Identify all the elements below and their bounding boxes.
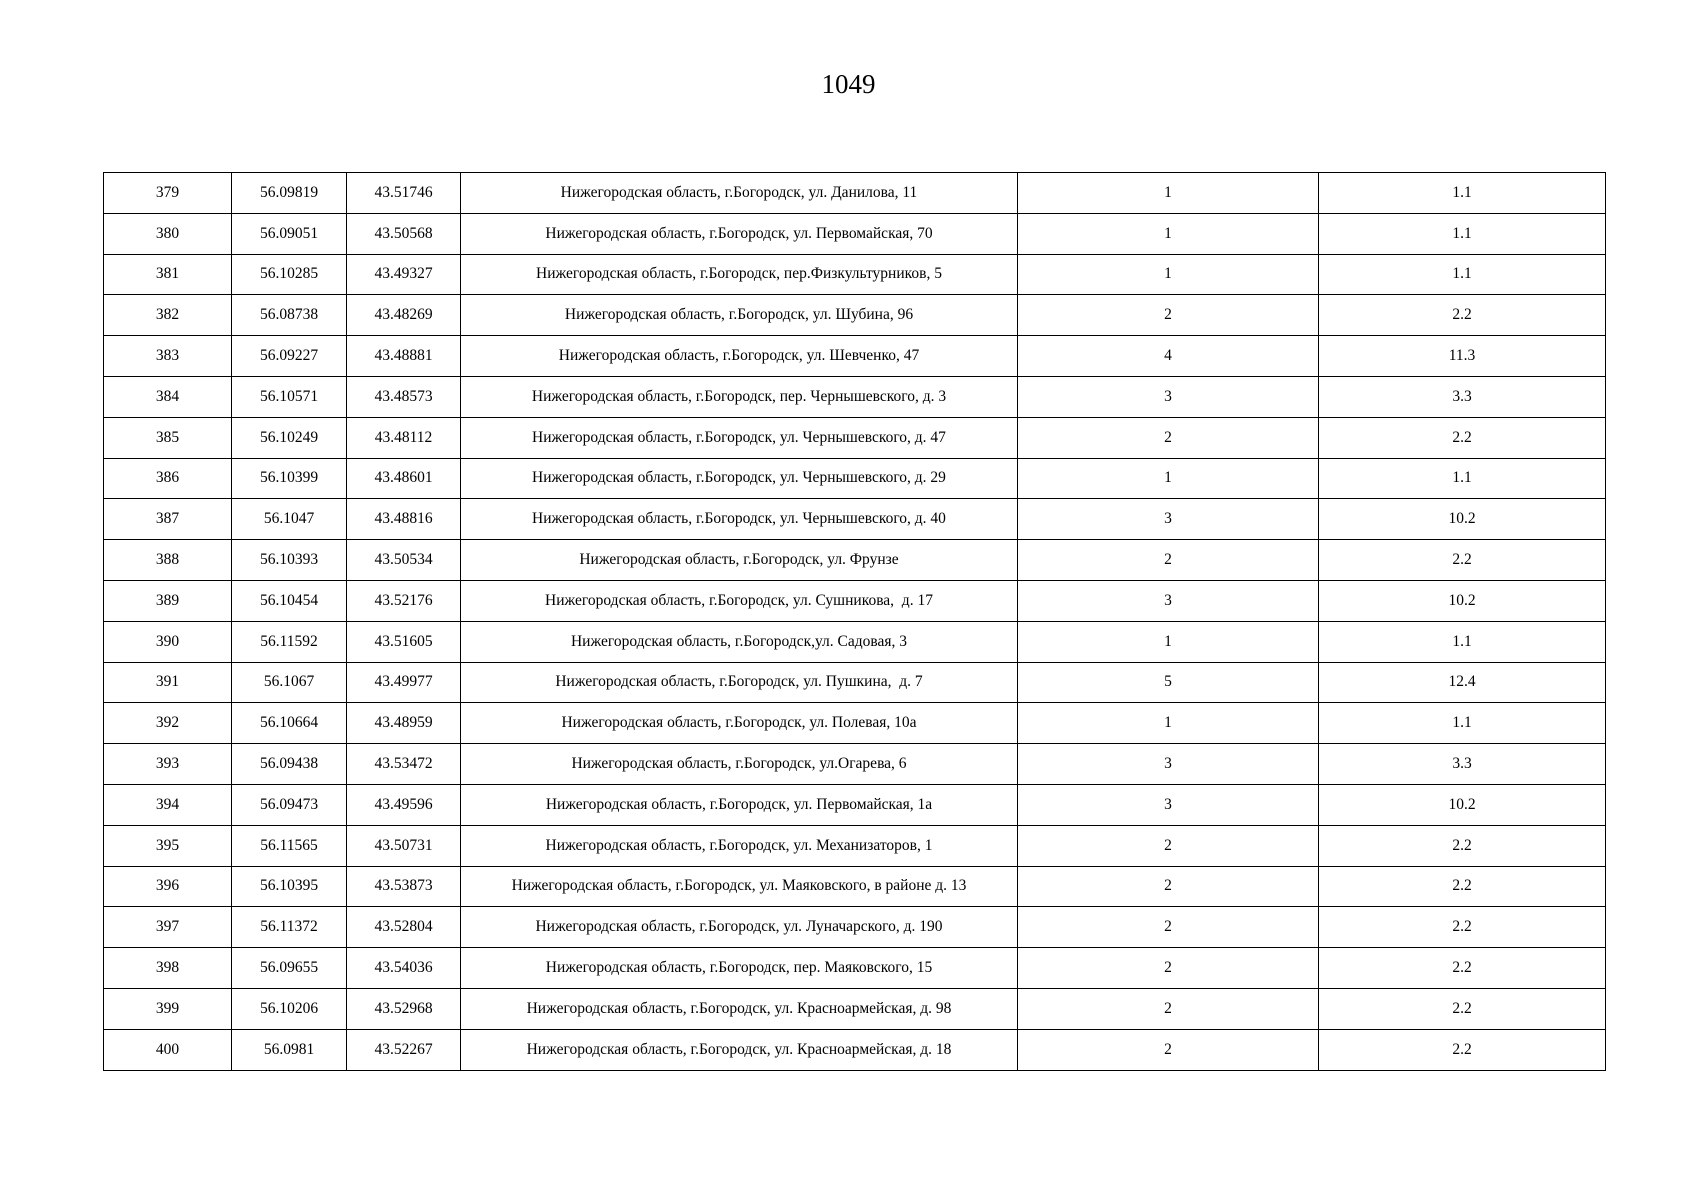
count-cell: 1 <box>1018 254 1319 295</box>
count-cell: 1 <box>1018 621 1319 662</box>
table-row <box>104 540 1606 581</box>
address-cell: Нижегородская область, г.Богородск, пер. Чернышевского, д. 3 <box>461 376 1018 417</box>
code-cell: 3.3 <box>1319 744 1606 785</box>
table-row <box>104 988 1606 1029</box>
code-cell: 1.1 <box>1319 213 1606 254</box>
count-cell: 1 <box>1018 458 1319 499</box>
code-cell: 10.2 <box>1319 784 1606 825</box>
latitude-cell: 56.09473 <box>232 784 347 825</box>
table-row <box>104 254 1606 295</box>
address-cell: Нижегородская область, г.Богородск,ул. Садовая, 3 <box>461 621 1018 662</box>
code-cell: 2.2 <box>1319 295 1606 336</box>
count-cell: 2 <box>1018 417 1319 458</box>
latitude-cell: 56.10393 <box>232 540 347 581</box>
row-number-cell: 383 <box>104 336 232 377</box>
latitude-cell: 56.09655 <box>232 948 347 989</box>
address-cell: Нижегородская область, г.Богородск, пер. Маяковского, 15 <box>461 948 1018 989</box>
address-cell: Нижегородская область, г.Богородск, ул. Чернышевского, д. 29 <box>461 458 1018 499</box>
table-row <box>104 213 1606 254</box>
table-row <box>104 1029 1606 1070</box>
data-table <box>103 172 1606 1071</box>
row-number-cell: 396 <box>104 866 232 907</box>
table-row <box>104 662 1606 703</box>
count-cell: 2 <box>1018 540 1319 581</box>
address-cell: Нижегородская область, г.Богородск, ул. Шубина, 96 <box>461 295 1018 336</box>
count-cell: 2 <box>1018 866 1319 907</box>
count-cell: 4 <box>1018 336 1319 377</box>
code-cell: 1.1 <box>1319 173 1606 214</box>
row-number-cell: 389 <box>104 580 232 621</box>
code-cell: 2.2 <box>1319 417 1606 458</box>
row-number-cell: 400 <box>104 1029 232 1070</box>
code-cell: 12.4 <box>1319 662 1606 703</box>
table-row <box>104 907 1606 948</box>
latitude-cell: 56.08738 <box>232 295 347 336</box>
row-number-cell: 387 <box>104 499 232 540</box>
address-cell: Нижегородская область, г.Богородск, ул. Данилова, 11 <box>461 173 1018 214</box>
count-cell: 2 <box>1018 825 1319 866</box>
table-row <box>104 866 1606 907</box>
table-row <box>104 417 1606 458</box>
address-cell: Нижегородская область, г.Богородск, ул. Красноармейская, д. 98 <box>461 988 1018 1029</box>
longitude-cell: 43.53472 <box>347 744 461 785</box>
row-number-cell: 395 <box>104 825 232 866</box>
address-cell: Нижегородская область, г.Богородск, ул. Сушникова, д. 17 <box>461 580 1018 621</box>
longitude-cell: 43.52968 <box>347 988 461 1029</box>
code-cell: 2.2 <box>1319 866 1606 907</box>
count-cell: 1 <box>1018 213 1319 254</box>
latitude-cell: 56.10571 <box>232 376 347 417</box>
row-number-cell: 388 <box>104 540 232 581</box>
address-cell: Нижегородская область, г.Богородск, ул. Полевая, 10а <box>461 703 1018 744</box>
address-cell: Нижегородская область, г.Богородск, ул. Первомайская, 70 <box>461 213 1018 254</box>
count-cell: 1 <box>1018 173 1319 214</box>
address-cell: Нижегородская область, г.Богородск, ул. Маяковского, в районе д. 13 <box>461 866 1018 907</box>
code-cell: 2.2 <box>1319 948 1606 989</box>
count-cell: 3 <box>1018 744 1319 785</box>
latitude-cell: 56.0981 <box>232 1029 347 1070</box>
row-number-cell: 392 <box>104 703 232 744</box>
latitude-cell: 56.10454 <box>232 580 347 621</box>
longitude-cell: 43.48601 <box>347 458 461 499</box>
row-number-cell: 399 <box>104 988 232 1029</box>
row-number-cell: 398 <box>104 948 232 989</box>
address-cell: Нижегородская область, г.Богородск, ул. Луначарского, д. 190 <box>461 907 1018 948</box>
longitude-cell: 43.54036 <box>347 948 461 989</box>
code-cell: 2.2 <box>1319 540 1606 581</box>
longitude-cell: 43.48269 <box>347 295 461 336</box>
row-number-cell: 391 <box>104 662 232 703</box>
table-row <box>104 580 1606 621</box>
address-cell: Нижегородская область, г.Богородск, ул.Огарева, 6 <box>461 744 1018 785</box>
count-cell: 2 <box>1018 948 1319 989</box>
longitude-cell: 43.50731 <box>347 825 461 866</box>
latitude-cell: 56.11565 <box>232 825 347 866</box>
table-row <box>104 376 1606 417</box>
address-cell: Нижегородская область, г.Богородск, ул. Фрунзе <box>461 540 1018 581</box>
address-cell: Нижегородская область, г.Богородск, ул. Шевченко, 47 <box>461 336 1018 377</box>
longitude-cell: 43.52804 <box>347 907 461 948</box>
longitude-cell: 43.48112 <box>347 417 461 458</box>
longitude-cell: 43.52176 <box>347 580 461 621</box>
count-cell: 3 <box>1018 784 1319 825</box>
longitude-cell: 43.52267 <box>347 1029 461 1070</box>
code-cell: 2.2 <box>1319 907 1606 948</box>
count-cell: 2 <box>1018 988 1319 1029</box>
longitude-cell: 43.51605 <box>347 621 461 662</box>
row-number-cell: 385 <box>104 417 232 458</box>
row-number-cell: 393 <box>104 744 232 785</box>
table-row <box>104 336 1606 377</box>
row-number-cell: 397 <box>104 907 232 948</box>
count-cell: 1 <box>1018 703 1319 744</box>
count-cell: 5 <box>1018 662 1319 703</box>
code-cell: 3.3 <box>1319 376 1606 417</box>
address-cell: Нижегородская область, г.Богородск, ул. Чернышевского, д. 47 <box>461 417 1018 458</box>
code-cell: 2.2 <box>1319 825 1606 866</box>
address-cell: Нижегородская область, г.Богородск, ул. Пушкина, д. 7 <box>461 662 1018 703</box>
latitude-cell: 56.10249 <box>232 417 347 458</box>
longitude-cell: 43.48573 <box>347 376 461 417</box>
longitude-cell: 43.48816 <box>347 499 461 540</box>
longitude-cell: 43.50534 <box>347 540 461 581</box>
code-cell: 1.1 <box>1319 458 1606 499</box>
row-number-cell: 381 <box>104 254 232 295</box>
table-row <box>104 621 1606 662</box>
table-row <box>104 499 1606 540</box>
address-cell: Нижегородская область, г.Богородск, пер.Физкультурников, 5 <box>461 254 1018 295</box>
latitude-cell: 56.1067 <box>232 662 347 703</box>
latitude-cell: 56.1047 <box>232 499 347 540</box>
count-cell: 3 <box>1018 376 1319 417</box>
row-number-cell: 379 <box>104 173 232 214</box>
address-cell: Нижегородская область, г.Богородск, ул. Механизаторов, 1 <box>461 825 1018 866</box>
count-cell: 2 <box>1018 907 1319 948</box>
row-number-cell: 382 <box>104 295 232 336</box>
address-cell: Нижегородская область, г.Богородск, ул. Красноармейская, д. 18 <box>461 1029 1018 1070</box>
code-cell: 1.1 <box>1319 703 1606 744</box>
row-number-cell: 394 <box>104 784 232 825</box>
code-cell: 2.2 <box>1319 988 1606 1029</box>
longitude-cell: 43.53873 <box>347 866 461 907</box>
table-row <box>104 825 1606 866</box>
latitude-cell: 56.11592 <box>232 621 347 662</box>
latitude-cell: 56.11372 <box>232 907 347 948</box>
longitude-cell: 43.48959 <box>347 703 461 744</box>
table-row <box>104 295 1606 336</box>
longitude-cell: 43.49977 <box>347 662 461 703</box>
code-cell: 10.2 <box>1319 499 1606 540</box>
table-row <box>104 458 1606 499</box>
longitude-cell: 43.48881 <box>347 336 461 377</box>
table-row <box>104 703 1606 744</box>
table-row <box>104 948 1606 989</box>
latitude-cell: 56.10206 <box>232 988 347 1029</box>
table-row <box>104 784 1606 825</box>
address-cell: Нижегородская область, г.Богородск, ул. Первомайская, 1а <box>461 784 1018 825</box>
data-table-container <box>103 172 1605 1071</box>
latitude-cell: 56.10664 <box>232 703 347 744</box>
table-row <box>104 173 1606 214</box>
count-cell: 2 <box>1018 295 1319 336</box>
code-cell: 10.2 <box>1319 580 1606 621</box>
longitude-cell: 43.51746 <box>347 173 461 214</box>
row-number-cell: 384 <box>104 376 232 417</box>
count-cell: 2 <box>1018 1029 1319 1070</box>
page-number: 1049 <box>821 69 876 99</box>
latitude-cell: 56.10285 <box>232 254 347 295</box>
count-cell: 3 <box>1018 499 1319 540</box>
latitude-cell: 56.09051 <box>232 213 347 254</box>
longitude-cell: 43.50568 <box>347 213 461 254</box>
count-cell: 3 <box>1018 580 1319 621</box>
row-number-cell: 380 <box>104 213 232 254</box>
latitude-cell: 56.09227 <box>232 336 347 377</box>
latitude-cell: 56.10399 <box>232 458 347 499</box>
code-cell: 2.2 <box>1319 1029 1606 1070</box>
longitude-cell: 43.49596 <box>347 784 461 825</box>
latitude-cell: 56.09438 <box>232 744 347 785</box>
row-number-cell: 390 <box>104 621 232 662</box>
address-cell: Нижегородская область, г.Богородск, ул. Чернышевского, д. 40 <box>461 499 1018 540</box>
code-cell: 1.1 <box>1319 254 1606 295</box>
table-row <box>104 744 1606 785</box>
code-cell: 11.3 <box>1319 336 1606 377</box>
row-number-cell: 386 <box>104 458 232 499</box>
latitude-cell: 56.09819 <box>232 173 347 214</box>
code-cell: 1.1 <box>1319 621 1606 662</box>
latitude-cell: 56.10395 <box>232 866 347 907</box>
table-body <box>104 173 1606 1071</box>
longitude-cell: 43.49327 <box>347 254 461 295</box>
